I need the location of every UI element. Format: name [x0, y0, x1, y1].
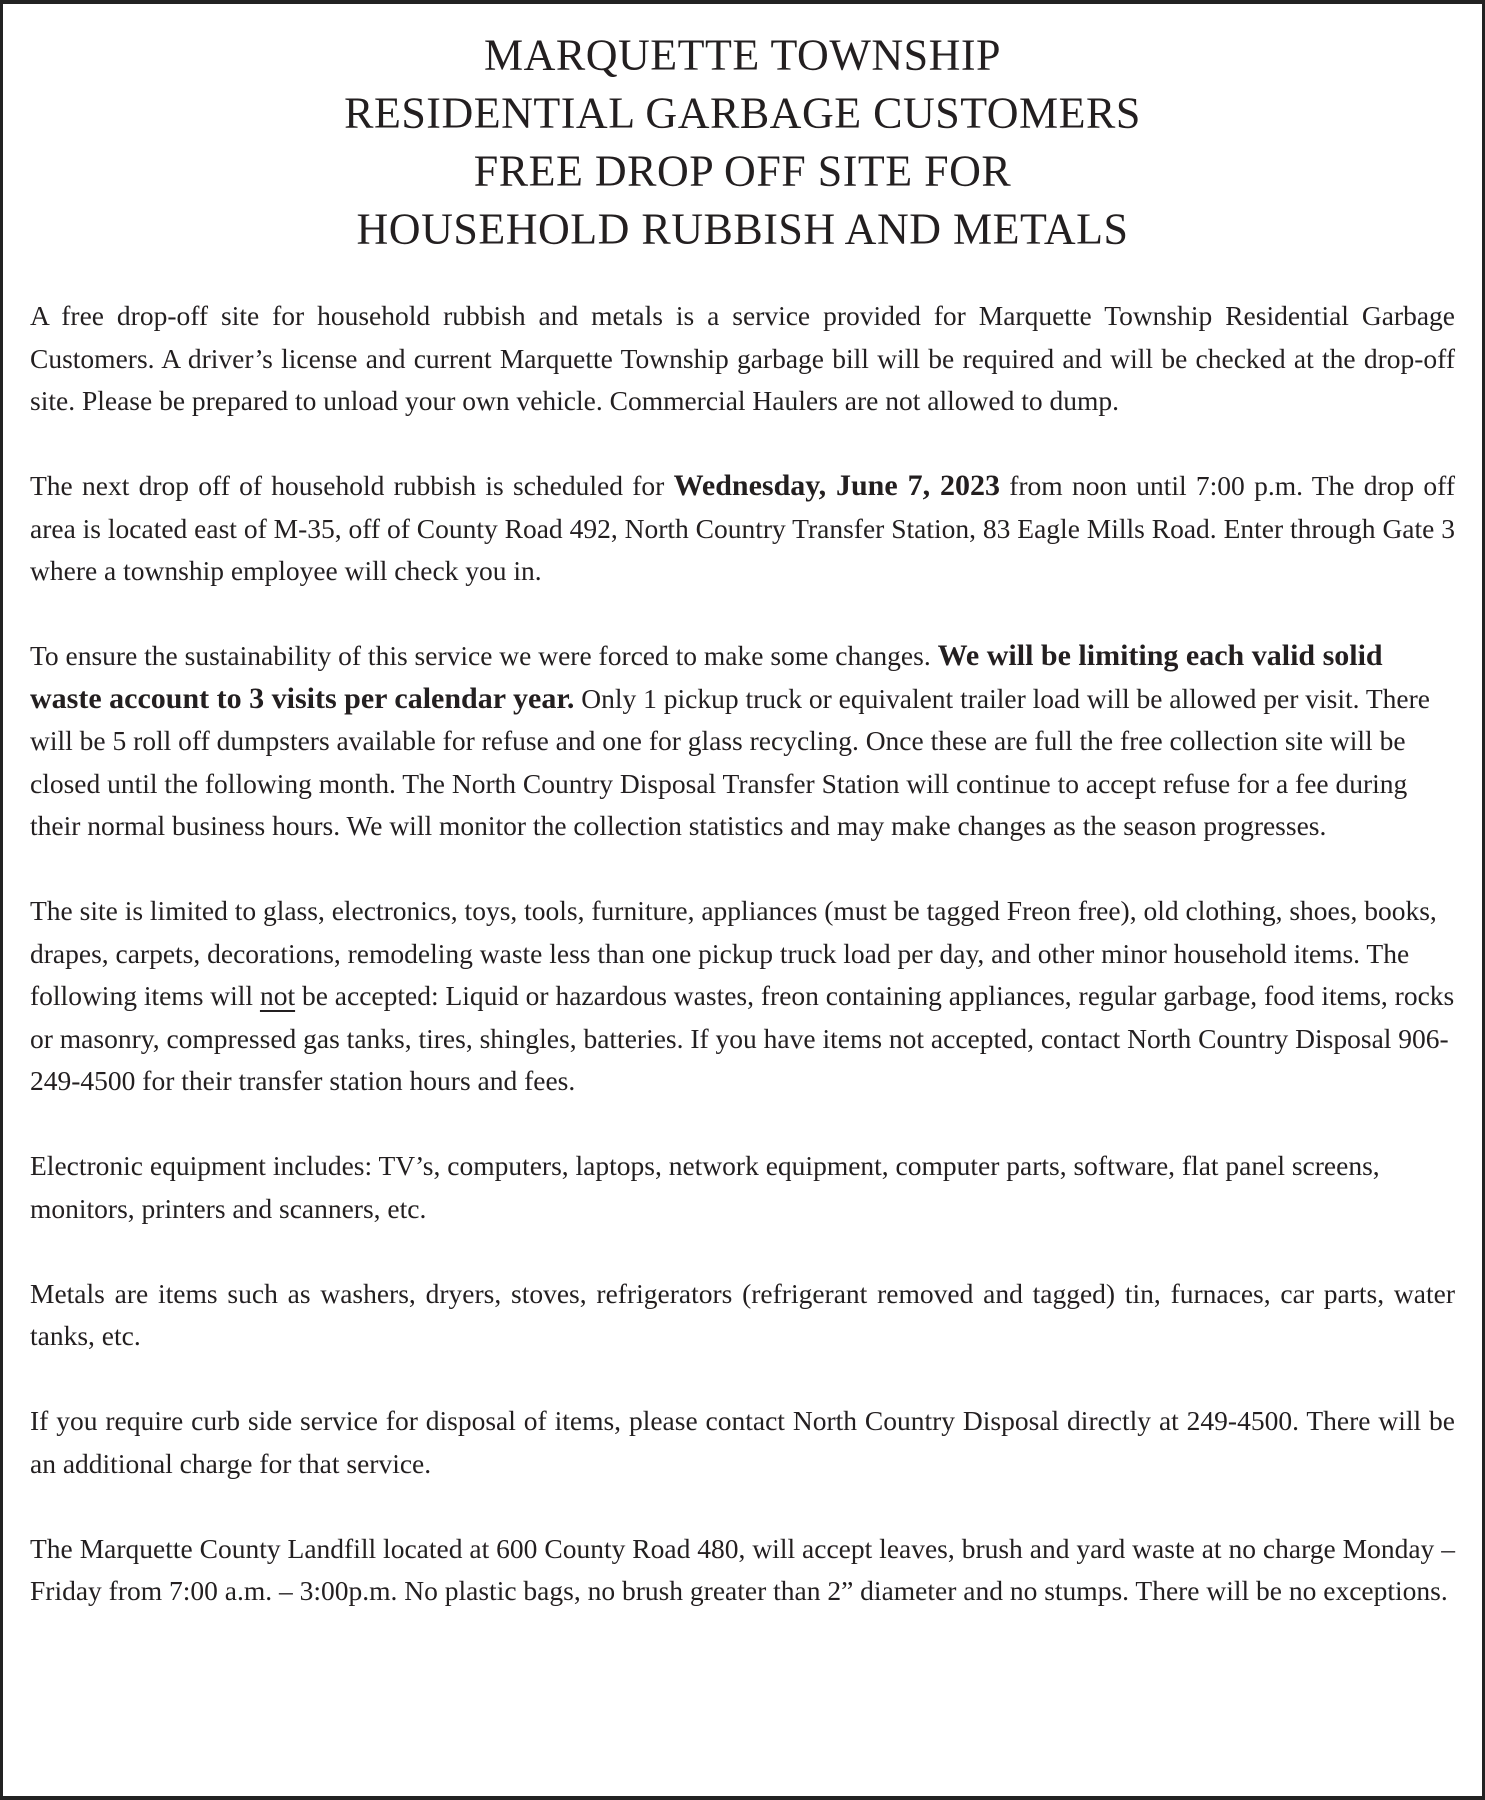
title-line-rubbish-metals: HOUSEHOLD RUBBISH AND METALS — [356, 203, 1129, 254]
electronics-paragraph: Electronic equipment includes: TV’s, computers, laptops, network equipment, computer parts, software, flat panel screens, monitors, printers and scanners, etc. — [30, 1150, 1380, 1224]
accepted-items-paragraph — [30, 890, 1455, 1103]
metals-paragraph: Metals are items such as washers, dryers, stoves, refrigerators (refrigerant removed and tagged) tin, furnaces, car parts, water tanks, etc. — [30, 1277, 1455, 1351]
title-line-township: MARQUETTE TOWNSHIP — [483, 29, 1002, 80]
schedule-paragraph — [30, 465, 1455, 593]
curbside-paragraph: If you require curb side service for disposal of items, please contact North Country Disposal directly at 249-4500. There will be an additional charge for that service. — [30, 1405, 1455, 1479]
accepted-items-text-after: be accepted: Liquid or hazardous wastes, freon containing appliances, regular garbage, food items, rocks or masonry, compressed gas tanks, tires, shingles, batteries. If you have items not accepted, contact North Country Disposal 906-249-4500 for their transfer station hours and fees. — [30, 980, 1455, 1096]
sustainability-paragraph — [30, 635, 1455, 848]
landfill-paragraph: The Marquette County Landfill located at 600 County Road 480, will accept leaves, brush and yard waste at no charge Monday – Friday from 7:00 a.m. – 3:00p.m. No plastic bags, no brush greater than 2” diameter and no stumps. There will be no exceptions. — [30, 1532, 1455, 1606]
title-line-drop-off-site: FREE DROP OFF SITE FOR — [473, 145, 1012, 196]
schedule-text-before: The next drop off of household rubbish is scheduled for — [30, 470, 674, 501]
not-emphasis: not — [259, 980, 296, 1011]
title-line-customers: RESIDENTIAL GARBAGE CUSTOMERS — [344, 87, 1141, 138]
visit-limit-notice: We will be limiting each valid solid waste account to 3 visits per calendar year. — [30, 639, 1383, 715]
notice-body — [30, 295, 1455, 1655]
accepted-items-text-before: The site is limited to glass, electronics, toys, tools, furniture, appliances (must be tagged Freon free), old clothing, shoes, books, drapes, carpets, decorations, remodeling waste less than one pickup truck load per day, and other minor household items. The following items will — [30, 895, 1437, 1011]
notice-title — [3, 26, 1482, 258]
schedule-text-after: from noon until 7:00 p.m. The drop off area is located east of M-35, off of County Road 492, North Country Transfer Station, 83 Eagle Mills Road. Enter through Gate 3 where a township employee will check you in. — [30, 470, 1455, 586]
drop-off-date: Wednesday, June 7, 2023 — [673, 469, 1000, 502]
sustainability-text-after: Only 1 pickup truck or equivalent trailer load will be allowed per visit. There will be 5 roll off dumpsters available for refuse and one for glass recycling. Once these are full the free collection site will be closed until the following month. The North Country Disposal Transfer Station will continue to accept refuse for a fee during their normal business hours. We will monitor the collection statistics and may make changes as the season progresses. — [30, 682, 1430, 841]
sustainability-text-before: To ensure the sustainability of this service we were forced to make some changes. — [30, 640, 938, 671]
intro-paragraph: A free drop-off site for household rubbish and metals is a service provided for Marquette Township Residential Garbage Customers. A driver’s license and current Marquette Township garbage bill will be required and will be checked at the drop-off site. Please be prepared to unload your own vehicle. Commercial Haulers are not allowed to dump. — [30, 300, 1455, 416]
